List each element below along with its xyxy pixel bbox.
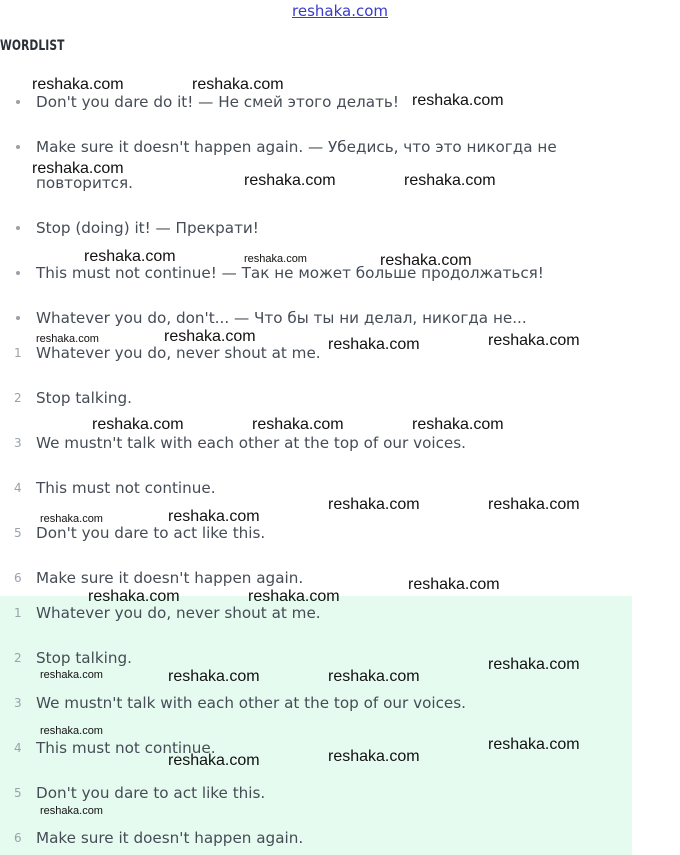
watermark: reshaka.com	[92, 416, 184, 433]
exercise-sentence: Stop talking.	[36, 389, 132, 407]
watermark: reshaka.com	[40, 669, 103, 681]
exercise-sentence: We mustn't talk with each other at the top of our voices.	[36, 434, 467, 452]
bullet-icon	[16, 316, 20, 320]
watermark: reshaka.com	[168, 752, 260, 769]
sentence-number: 1	[14, 346, 22, 360]
answer-number: 2	[14, 651, 22, 665]
watermark: reshaka.com	[168, 668, 260, 685]
answer-number: 6	[14, 831, 22, 845]
sentence-number: 2	[14, 391, 22, 405]
exercise-sentence: This must not continue.	[36, 479, 216, 497]
watermark: reshaka.com	[488, 496, 580, 513]
exercise-sentence: Don't you dare to act like this.	[36, 524, 266, 542]
bullet-icon	[16, 271, 20, 275]
watermark: reshaka.com	[328, 748, 420, 765]
watermark: reshaka.com	[168, 508, 260, 525]
answer-sentence: Don't you dare to act like this.	[36, 784, 266, 802]
watermark: reshaka.com	[328, 336, 420, 353]
bullet-icon	[16, 226, 20, 230]
bullet-icon	[16, 100, 20, 104]
answer-sentence: Stop talking.	[36, 649, 132, 667]
watermark: reshaka.com	[488, 656, 580, 673]
exercise-sentence: Make sure it doesn't happen again.	[36, 569, 304, 587]
watermark: reshaka.com	[404, 172, 496, 189]
answer-sentence: We mustn't talk with each other at the top of our voices.	[36, 694, 467, 712]
watermark: reshaka.com	[488, 332, 580, 349]
watermark: reshaka.com	[32, 76, 124, 93]
watermark: reshaka.com	[412, 92, 504, 109]
watermark: reshaka.com	[408, 576, 500, 593]
watermark: reshaka.com	[252, 416, 344, 433]
exercise-sentence: Whatever you do, never shout at me.	[36, 344, 321, 362]
wordlist-item: Make sure it doesn't happen again. — Убедись, что это никогда не	[36, 138, 557, 156]
sentence-number: 5	[14, 526, 22, 540]
watermark: reshaka.com	[40, 513, 103, 525]
watermark: reshaka.com	[488, 736, 580, 753]
answer-number: 1	[14, 606, 22, 620]
wordlist-item: Stop (doing) it! — Прекрати!	[36, 219, 259, 237]
watermark: reshaka.com	[412, 416, 504, 433]
watermark: reshaka.com	[40, 805, 103, 817]
watermark: reshaka.com	[248, 588, 340, 605]
answer-number: 4	[14, 741, 22, 755]
site-link[interactable]: reshaka.com	[292, 2, 388, 20]
watermark: reshaka.com	[380, 252, 472, 269]
sentence-number: 6	[14, 571, 22, 585]
sentence-number: 4	[14, 481, 22, 495]
watermark: reshaka.com	[328, 668, 420, 685]
watermark: reshaka.com	[192, 76, 284, 93]
watermark: reshaka.com	[32, 160, 124, 177]
sentence-number: 3	[14, 436, 22, 450]
answer-number: 5	[14, 786, 22, 800]
watermark: reshaka.com	[164, 328, 256, 345]
wordlist-item-continuation: повторится.	[36, 174, 133, 192]
wordlist-item: This must not continue! — Так не может больше продолжаться!	[36, 264, 544, 282]
watermark: reshaka.com	[84, 248, 176, 265]
answer-sentence: Make sure it doesn't happen again.	[36, 829, 304, 847]
watermark: reshaka.com	[40, 725, 103, 737]
bullet-icon	[16, 145, 20, 149]
wordlist-item: Don't you dare do it! — Не смей этого делать!	[36, 93, 399, 111]
watermark: reshaka.com	[328, 496, 420, 513]
answer-sentence: This must not continue.	[36, 739, 216, 757]
wordlist-item: Whatever you do, don't... — Что бы ты ни делал, никогда не...	[36, 309, 527, 327]
watermark: reshaka.com	[88, 588, 180, 605]
watermark: reshaka.com	[244, 253, 307, 265]
answer-sentence: Whatever you do, never shout at me.	[36, 604, 321, 622]
answer-number: 3	[14, 696, 22, 710]
watermark: reshaka.com	[36, 333, 99, 345]
watermark: reshaka.com	[244, 172, 336, 189]
wordlist-heading: WORDLIST	[0, 38, 65, 54]
